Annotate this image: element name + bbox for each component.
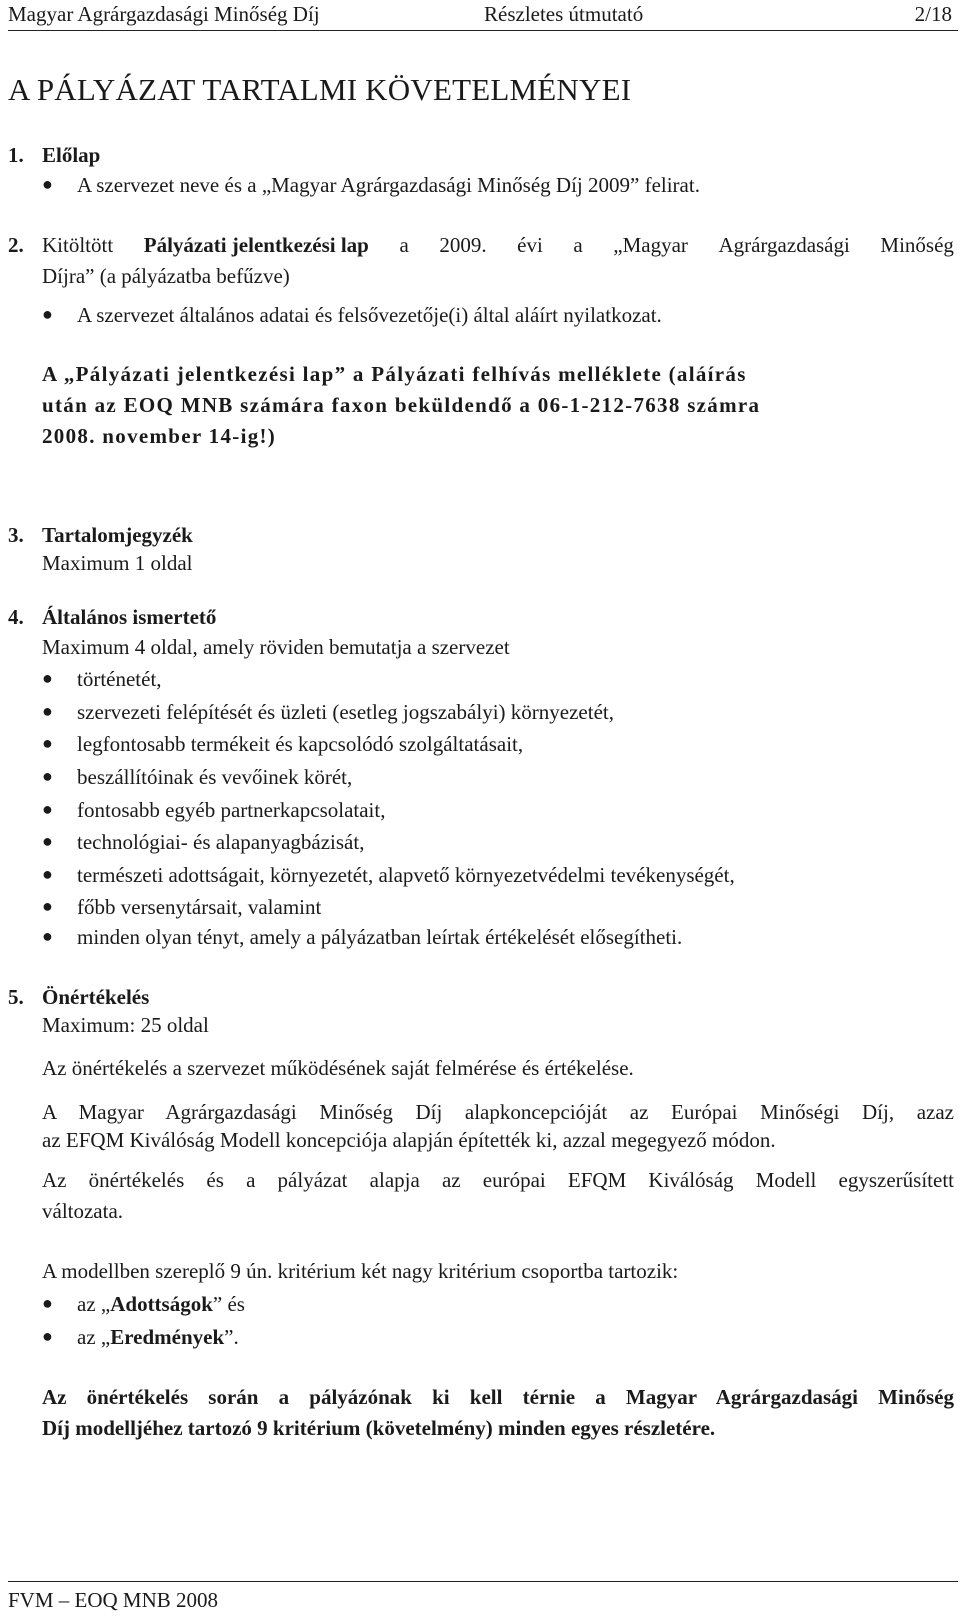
section-2-word: Minőség	[880, 233, 954, 257]
section-2-word: Agrárgazdasági	[718, 233, 850, 257]
final-note-line: Díj modelljéhez tartozó 9 kritérium (követelmény) minden egyes részletére.	[42, 1416, 716, 1440]
section-2-heading-cont: Díjra” (a pályázatba befűzve)	[42, 264, 290, 288]
list-item: fontosabb egyéb partnerkapcsolatait,	[77, 798, 386, 822]
bullet-icon: ●	[42, 701, 53, 721]
paragraph-line: az EFQM Kiválóság Modell koncepciója alapján építették ki, azzal megegyező módon.	[42, 1128, 776, 1152]
section-5-number: 5.	[8, 985, 24, 1009]
bullet-icon: ●	[42, 1326, 53, 1346]
section-2-word: Kitöltött	[42, 233, 114, 257]
submission-notice	[42, 359, 954, 452]
header-title: Magyar Agrárgazdasági Minőség Díj	[8, 2, 320, 26]
document-title: A PÁLYÁZAT TARTALMI KÖVETELMÉNYEI	[8, 72, 632, 107]
header-subtitle: Részletes útmutató	[484, 2, 644, 26]
page-number: 2/18	[914, 2, 952, 26]
paragraph: Az önértékelés a szervezet működésének saját felmérése és értékelése.	[42, 1056, 634, 1080]
paragraph-line: változata.	[42, 1199, 124, 1223]
section-2-word: a	[573, 233, 583, 257]
list-item: természeti adottságait, környezetét, alapvető környezetvédelmi tevékenységét,	[77, 863, 735, 887]
criteria-suffix: ”.	[224, 1325, 239, 1349]
bullet-icon: ●	[42, 304, 53, 324]
list-item: főbb versenytársait, valamint	[77, 895, 322, 919]
bullet-icon: ●	[42, 733, 53, 753]
section-4-intro: Maximum 4 oldal, amely röviden bemutatja a szervezet	[42, 635, 510, 659]
section-2-word: 2009.	[439, 233, 487, 257]
section-3-subtitle: Maximum 1 oldal	[42, 551, 193, 575]
criteria-prefix: az „	[77, 1292, 111, 1316]
bullet-icon: ●	[42, 799, 53, 819]
notice-line: A „Pályázati jelentkezési lap” a Pályázati felhívás melléklete (aláírás	[42, 362, 747, 386]
bullet-icon: ●	[42, 896, 53, 916]
section-1-number: 1.	[8, 143, 24, 167]
bullet-icon: ●	[42, 926, 53, 946]
section-5-subtitle: Maximum: 25 oldal	[42, 1013, 209, 1037]
section-3-number: 3.	[8, 523, 24, 547]
page-header	[8, 0, 958, 31]
bullet-icon: ●	[42, 668, 53, 688]
section-2-form-name: Pályázati jelentkezési lap	[143, 233, 369, 257]
section-2-bullet: A szervezet általános adatai és felsővezetője(i) által aláírt nyilatkozat.	[77, 303, 662, 327]
list-item: minden olyan tényt, amely a pályázatban leírtak értékelését elősegítheti.	[77, 925, 683, 949]
bullet-icon: ●	[42, 1293, 53, 1313]
page-footer	[8, 1581, 958, 1618]
bullet-icon: ●	[42, 766, 53, 786]
section-5-title: Önértékelés	[42, 985, 150, 1009]
section-4-title: Általános ismertető	[42, 605, 217, 629]
section-3-title: Tartalomjegyzék	[42, 523, 193, 547]
bullet-icon: ●	[42, 864, 53, 884]
section-4-number: 4.	[8, 605, 24, 629]
paragraph-line: Az önértékelés és a pályázat alapja az európai EFQM Kiválóság Modell egyszerűsített	[42, 1168, 954, 1192]
list-item: beszállítóinak és vevőinek körét,	[77, 765, 353, 789]
list-item: technológiai- és alapanyagbázisát,	[77, 830, 365, 854]
section-2-word: évi	[517, 233, 543, 257]
footer-text: FVM – EOQ MNB 2008	[8, 1588, 219, 1612]
criteria-prefix: az „	[77, 1325, 111, 1349]
notice-line: után az EOQ MNB számára faxon beküldendő a 06-1-212-7638 számra	[42, 393, 761, 417]
section-2-word: „Magyar	[613, 233, 688, 257]
list-item: legfontosabb termékeit és kapcsolódó szolgáltatásait,	[77, 732, 524, 756]
section-1-title: Előlap	[42, 143, 101, 167]
list-item: történetét,	[77, 667, 162, 691]
criteria-suffix: ” és	[212, 1292, 245, 1316]
paragraph-line: A Magyar Agrárgazdasági Minőség Díj alapkoncepcióját az Európai Minőségi Díj, azaz	[42, 1100, 954, 1124]
final-note-line: Az önértékelés során a pályázónak ki kell térnie a Magyar Agrárgazdasági Minőség	[42, 1385, 954, 1409]
list-item: szervezeti felépítését és üzleti (esetleg jogszabályi) környezetét,	[77, 700, 614, 724]
paragraph: A modellben szereplő 9 ún. kritérium két nagy kritérium csoportba tartozik:	[42, 1259, 679, 1283]
section-2-heading-line	[42, 233, 954, 258]
section-2-number: 2.	[8, 233, 24, 257]
section-2-word: a	[399, 233, 409, 257]
criteria-group-item	[77, 1292, 245, 1317]
section-1-bullet: A szervezet neve és a „Magyar Agrárgazdasági Minőség Díj 2009” felirat.	[77, 173, 700, 197]
criteria-group-item	[77, 1325, 239, 1350]
bullet-icon: ●	[42, 831, 53, 851]
criteria-name: Eredmények	[110, 1325, 225, 1349]
criteria-name: Adottságok	[110, 1292, 213, 1316]
bullet-icon: ●	[42, 174, 53, 194]
notice-line: 2008. november 14-ig!)	[42, 424, 277, 448]
